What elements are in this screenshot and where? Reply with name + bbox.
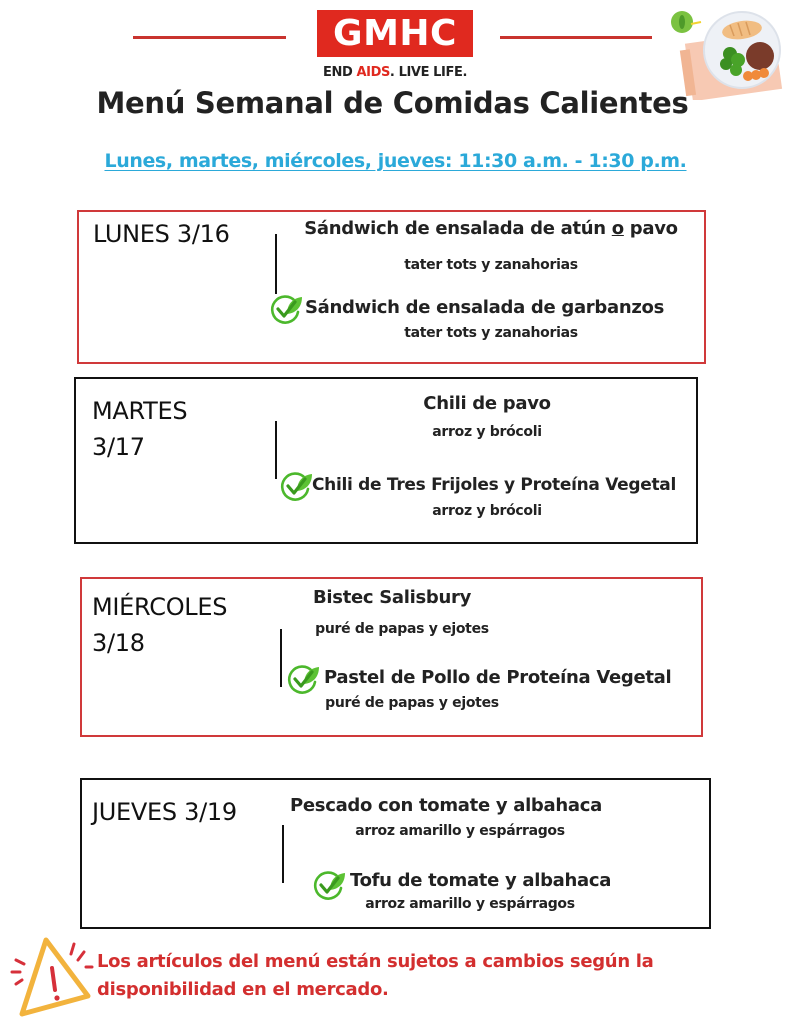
main-dish-side: tater tots y zanahorias	[404, 257, 578, 273]
day-card-monday	[77, 210, 706, 364]
veg-dish: Sándwich de ensalada de garbanzos	[305, 297, 664, 318]
veg-dish-side: tater tots y zanahorias	[404, 325, 578, 341]
divider	[275, 421, 277, 479]
day-card-tuesday	[74, 377, 698, 544]
main-dish: Bistec Salisbury	[312, 587, 472, 608]
day-card-thursday	[80, 778, 711, 929]
divider	[282, 825, 284, 883]
vegan-check-leaf-icon	[269, 292, 303, 326]
logo-tagline	[317, 65, 473, 80]
tagline-highlight: AIDS	[356, 65, 390, 80]
main-dish-side: arroz amarillo y espárragos	[355, 823, 565, 839]
divider	[280, 629, 282, 687]
header-rule-right	[500, 36, 652, 39]
day-label: MARTES	[92, 397, 188, 425]
main-dish-text: Sándwich de ensalada de atún	[304, 218, 612, 239]
veg-dish: Tofu de tomate y albahaca	[350, 870, 612, 891]
service-hours-link[interactable]: Lunes, martes, miércoles, jueves: 11:30 a.m. - 1:30 p.m.	[104, 150, 687, 172]
main-dish-text: pavo	[623, 218, 678, 239]
veg-dish: Pastel de Pollo de Proteína Vegetal	[324, 667, 672, 688]
menu-change-notice: Los artículos del menú están sujetos a cambios según la disponibilidad en el mercado.	[97, 951, 654, 1000]
day-label: JUEVES 3/19	[92, 798, 237, 826]
gmhc-logo	[317, 10, 473, 57]
veg-dish-side: arroz y brócoli	[432, 503, 542, 519]
main-dish: Pescado con tomate y albahaca	[290, 795, 602, 816]
day-date: 3/17	[92, 433, 145, 461]
veg-dish-side: puré de papas y ejotes	[325, 695, 499, 711]
main-dish: Chili de pavo	[423, 393, 551, 414]
day-label: LUNES 3/16	[93, 220, 230, 248]
logo-text: GMHC	[333, 13, 457, 54]
divider	[275, 234, 277, 294]
day-date: 3/18	[92, 629, 145, 657]
main-dish-or: o	[611, 218, 624, 239]
vegan-check-leaf-icon	[279, 469, 313, 503]
vegan-check-leaf-icon	[286, 662, 320, 696]
veg-dish: Chili de Tres Frijoles y Proteína Vegetal	[312, 475, 676, 495]
page-title: Menú Semanal de Comidas Calientes	[96, 86, 689, 120]
tagline-part: END	[322, 65, 357, 80]
main-dish-side: puré de papas y ejotes	[315, 621, 489, 637]
tagline-part: . LIVE LIFE.	[389, 65, 467, 80]
day-card-wednesday	[80, 577, 703, 737]
main-dish	[281, 218, 701, 239]
header-rule-left	[133, 36, 286, 39]
day-label: MIÉRCOLES	[92, 593, 228, 621]
veg-dish-side: arroz amarillo y espárragos	[365, 896, 575, 912]
main-dish-side: arroz y brócoli	[432, 424, 542, 440]
warning-triangle-icon	[6, 934, 94, 1020]
